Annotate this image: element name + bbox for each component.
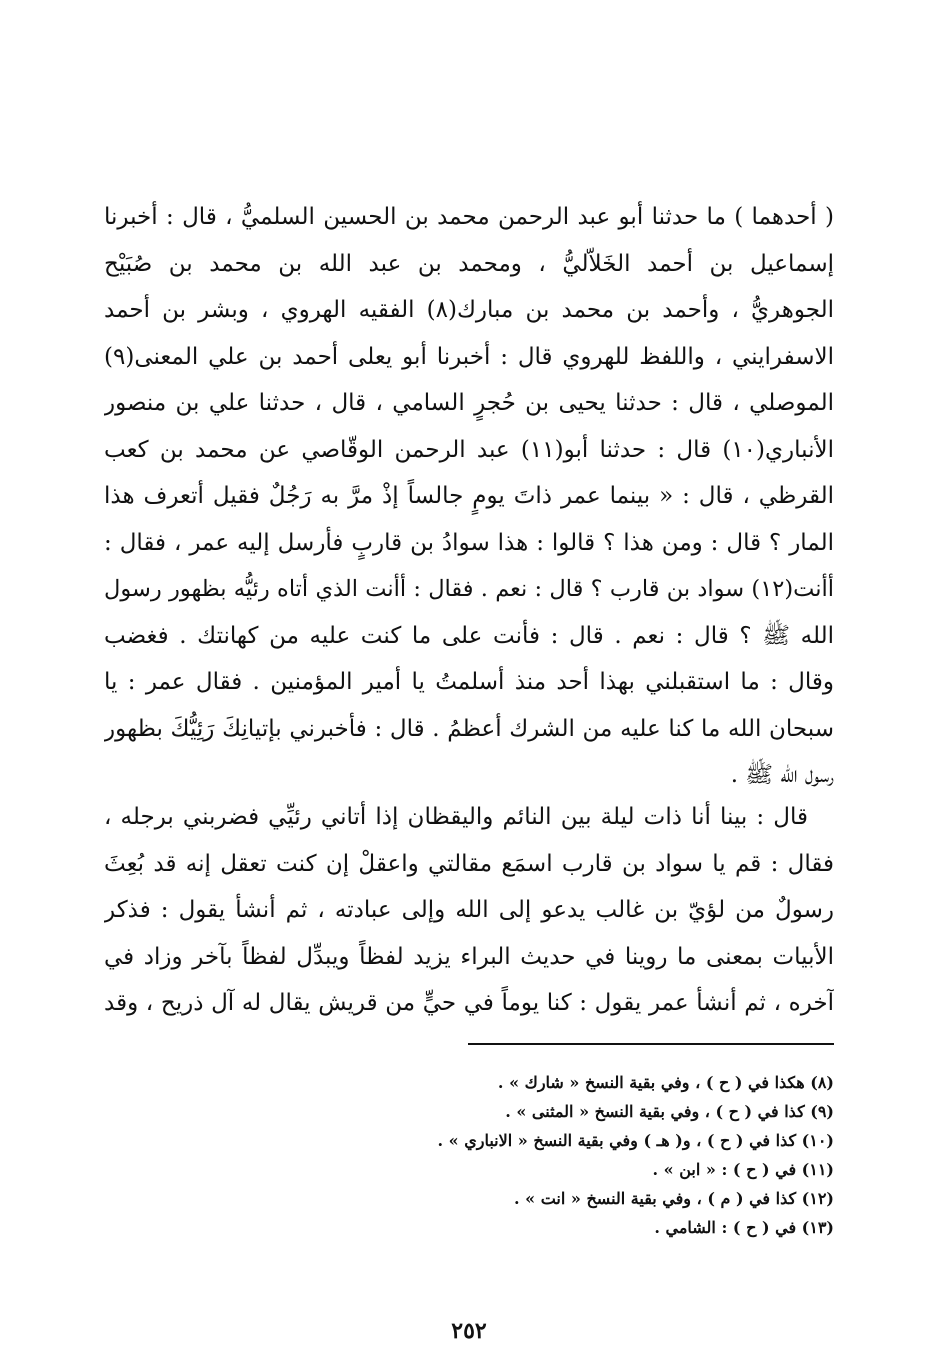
footnote: (١٠) كذا في ( ح ) ، و( هـ ) وفي بقية النسخ « الانباري » . xyxy=(437,1131,834,1150)
text-line: الأنباري(١٠) قال : حدثنا أبو(١١) عبد الرحمن الوقّاصي عن محمد بن كعب xyxy=(104,436,834,463)
text-line: الأبيات بمعنى ما روينا في حديث البراء يزيد لفظاً ويبدِّل لفظاً بآخر وزاد في xyxy=(104,943,834,970)
main-paragraph-1 xyxy=(104,194,834,799)
footnote: (١٣) في ( ح ) : الشامي . xyxy=(654,1218,834,1237)
text-line: الموصلي ، قال : حدثنا يحيى بن حُجرٍ السامي ، قال ، حدثنا علي بن منصور xyxy=(104,390,834,416)
text-line: أأنت(١٢) سواد بن قارب ؟ قال : نعم . فقال : أأنت الذي أتاه رئيُّه بظهور رسول xyxy=(104,576,834,602)
footnotes xyxy=(104,1068,834,1242)
text-line: سبحان الله ما كنا عليه من الشرك أعظمُ . قال : فأخبرني بإتيانِكَ رَئِيُّكَ بظهور xyxy=(104,715,834,742)
text-line: الاسفرايني ، واللفظ للهروي قال : أخبرنا أبو يعلى أحمد بن علي المعنى(٩) xyxy=(104,343,834,370)
footnote-divider xyxy=(468,1043,834,1045)
text-line: وقال : ما استقبلني بهذا أحد منذ أسلمتُ يا أمير المؤمنين . فقال عمر : يا xyxy=(104,669,834,695)
main-paragraph-2 xyxy=(104,794,834,1027)
footnote: (٨) هكذا في ( ح ) ، وفي بقية النسخ « شارك » . xyxy=(497,1073,834,1092)
footnote: (١٢) كذا في ( م ) ، وفي بقية النسخ « انت » . xyxy=(514,1189,834,1208)
text-line: إسماعيل بن أحمد الخَلاّليُّ ، ومحمد بن عبد الله بن محمد بن صُبَيْح xyxy=(104,250,834,277)
text-line: آخره ، ثم أنشأ عمر يقول : كنا يوماً في حيٍّ من قريش يقال له آل ذريح ، وقد xyxy=(104,990,834,1016)
text-line: رسولٌ من لؤيّ بن غالب يدعو إلى الله وإلى عبادته ، ثم أنشأ يقول : فذكر xyxy=(104,897,834,923)
text-line: فقال : قم يا سواد بن قارب اسمَع مقالتي واعقلْ إن كنت تعقل إنه قد بُعِثَ xyxy=(104,850,834,877)
page-number: ٢٥٢ xyxy=(451,1318,487,1344)
text-line: قال : بينا أنا ذات ليلة بين النائم واليقظان إذا أتاني رئيِّي فضربني برجله ، xyxy=(104,804,808,830)
text-line: المار ؟ قال : ومن هذا ؟ قالوا : هذا سوادُ بن قاربٍ فأرسل إليه عمر ، فقال : xyxy=(104,529,834,556)
footnote: (٩) كذا في ( ح ) ، وفي بقية النسخ « المثنى » . xyxy=(505,1102,834,1121)
text-line: القرظي ، قال : « بينما عمر ذاتَ يومٍ جالساً إذْ مرَّ به رَجُلٌ فقيل أتعرف هذا xyxy=(104,483,834,509)
text-line: الجوهريُّ ، وأحمد بن محمد بن مبارك(٨) الفقيه الهروي ، وبشر بن أحمد xyxy=(104,297,834,323)
text-line: ( أحدهما ) ما حدثنا أبو عبد الرحمن محمد بن الحسين السلميُّ ، قال : أخبرنا xyxy=(104,204,834,230)
text-line: رسول الله ﷺ . xyxy=(730,762,834,788)
text-line: الله ﷺ ؟ قال : نعم . قال : فأنت على ما كنت عليه من كهانتك . فغضب xyxy=(104,622,834,649)
footnote: (١١) في ( ح ) : « ابن » . xyxy=(652,1160,834,1179)
